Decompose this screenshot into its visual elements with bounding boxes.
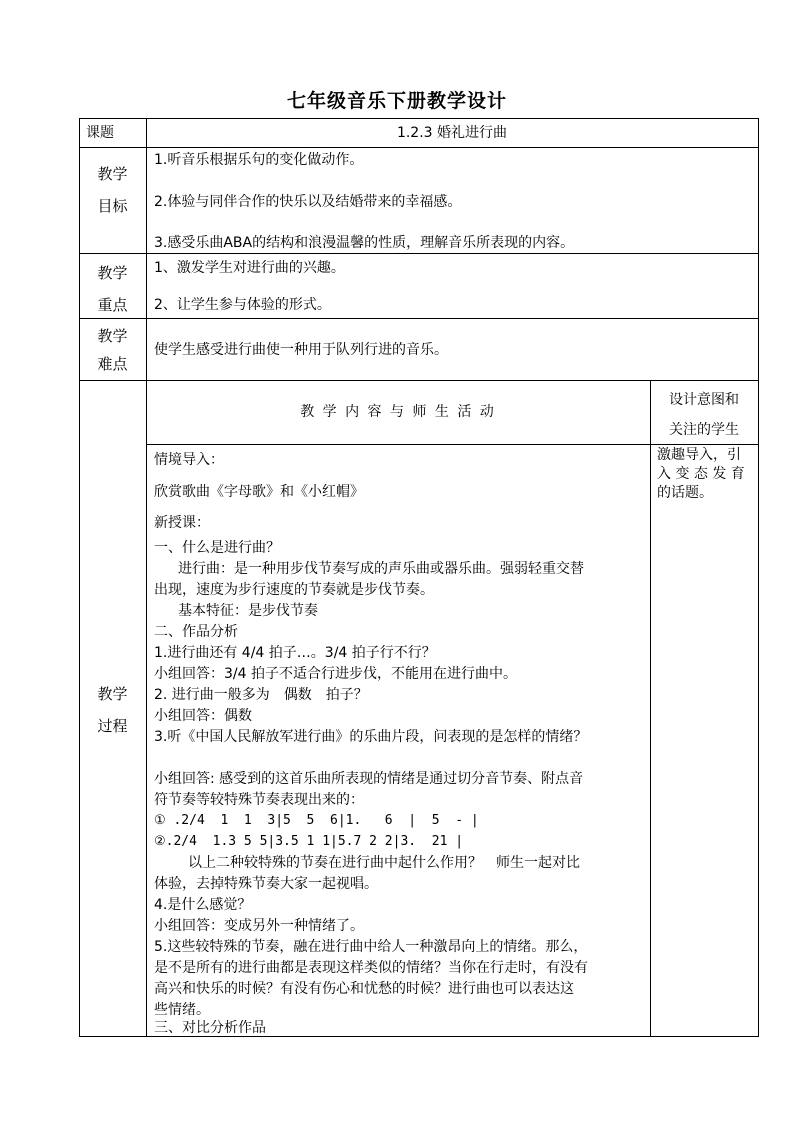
answer-line: 小组回答：3/4 拍子不适合行进步伐，不能用在进行曲中。 [154, 666, 517, 682]
row-divider [79, 318, 758, 319]
process-label-line1: 教学 [97, 685, 128, 703]
side-note-line: 激趣导入，引 [657, 447, 741, 463]
answer-line: 小组回答：变成另外一种情绪了。 [154, 918, 364, 934]
question-line: 1.进行曲还有 4/4 拍子…。3/4 拍子行不行？ [154, 645, 436, 661]
key-label [79, 257, 146, 321]
paragraph-line: 5.这些较特殊的节奏，融在进行曲中给人一种激昂向上的情绪。那么， [154, 939, 588, 955]
basic-feature: 基本特征：是步伐节奏 [178, 603, 318, 619]
side-note-line: 的话题。 [657, 485, 713, 501]
col-divider [650, 380, 651, 1037]
rhythm-line: ②.2/4 1.3 5 5|3.5 1 1|5.7 2 2|3. 21 | [154, 834, 464, 849]
section-heading: 一、什么是进行曲？ [154, 540, 280, 556]
key-label-line2: 重点 [97, 296, 128, 314]
topic-value: 1.2.3 婚礼进行曲 [396, 125, 508, 141]
table-border-right [758, 118, 759, 1037]
definition-line: 出现，速度为步行速度的节奏就是步伐节奏。 [154, 582, 434, 598]
topic-label: 课题 [86, 125, 114, 141]
side-column-header [650, 385, 758, 445]
difficulty-label [79, 322, 146, 378]
difficulty-label-line1: 教学 [97, 327, 128, 345]
goals-label [79, 158, 146, 222]
process-column-header: 教 学 内 容 与 师 生 活 动 [300, 404, 496, 420]
paragraph-line: 高兴和快乐的时候？有没有伤心和忧愁的时候？进行曲也可以表达这 [154, 981, 574, 997]
side-header-line2: 关注的学生 [669, 422, 739, 438]
side-note [657, 446, 755, 503]
section-heading: 二、作品分析 [154, 624, 238, 640]
answer-line: 小组回答：偶数 [154, 708, 252, 724]
goal-item: 3.感受乐曲ABA的结构和浪漫温馨的性质，理解音乐所表现的内容。 [154, 235, 575, 251]
goals-label-line1: 教学 [97, 165, 128, 183]
rhythm-line: ① .2/4 1 1 3|5 5 6|1. 6 | 5 - | [154, 813, 479, 828]
goal-item: 2.体验与同伴合作的快乐以及结婚带来的幸福感。 [154, 194, 462, 210]
difficulty-value: 使学生感受进行曲使一种用于队列行进的音乐。 [154, 342, 448, 358]
paragraph-line: 是不是所有的进行曲都是表现这样类似的情绪？当你在行走时，有没有 [154, 960, 588, 976]
row-divider [79, 253, 758, 254]
side-note-line: 入 变 态 发 育 [657, 466, 745, 482]
row-divider [79, 380, 758, 381]
col-divider [146, 118, 147, 1037]
question-line: 3.听《中国人民解放军进行曲》的乐曲片段，问表现的是怎样的情绪？ [154, 729, 588, 745]
goals-label-line2: 目标 [97, 197, 128, 215]
definition-line: 进行曲：是一种用步伐节奏写成的声乐曲或器乐曲。强弱轻重交替 [178, 561, 584, 577]
answer-line: 小组回答: 感受到的这首乐曲所表现的情绪是通过切分音节奏、附点音 [154, 771, 584, 787]
table-border-left [79, 118, 80, 1037]
question-line: 以上二种较特殊的节奏在进行曲中起什么作用？ 师生一起对比 [188, 855, 580, 871]
key-item: 1、激发学生对进行曲的兴趣。 [154, 260, 345, 276]
question-line: 体验，去掉特殊节奏大家一起视唱。 [154, 876, 378, 892]
question-line: 2. 进行曲一般多为 偶数 拍子？ [154, 687, 368, 703]
appreciate-line: 欣赏歌曲《字母歌》和《小红帽》 [154, 484, 364, 500]
section-heading: 三、对比分析作品 [154, 1020, 266, 1036]
new-lesson-heading: 新授课： [154, 515, 210, 531]
intro-heading: 情境导入： [154, 452, 224, 468]
key-item: 2、让学生参与体验的形式。 [154, 297, 331, 313]
side-header-line1: 设计意图和 [669, 392, 739, 408]
row-divider [79, 147, 758, 148]
difficulty-label-line2: 难点 [97, 355, 128, 373]
question-line: 4.是什么感觉？ [154, 897, 252, 913]
answer-line: 符节奏等较特殊节奏表现出来的： [154, 792, 364, 808]
table-border-top [79, 118, 758, 119]
process-label [79, 678, 146, 742]
goal-item: 1.听音乐根据乐句的变化做动作。 [154, 152, 364, 168]
paragraph-line: 些情绪。 [154, 1002, 210, 1018]
document-title: 七年级音乐下册教学设计 [286, 90, 507, 112]
key-label-line1: 教学 [97, 264, 128, 282]
process-label-line2: 过程 [97, 717, 128, 735]
